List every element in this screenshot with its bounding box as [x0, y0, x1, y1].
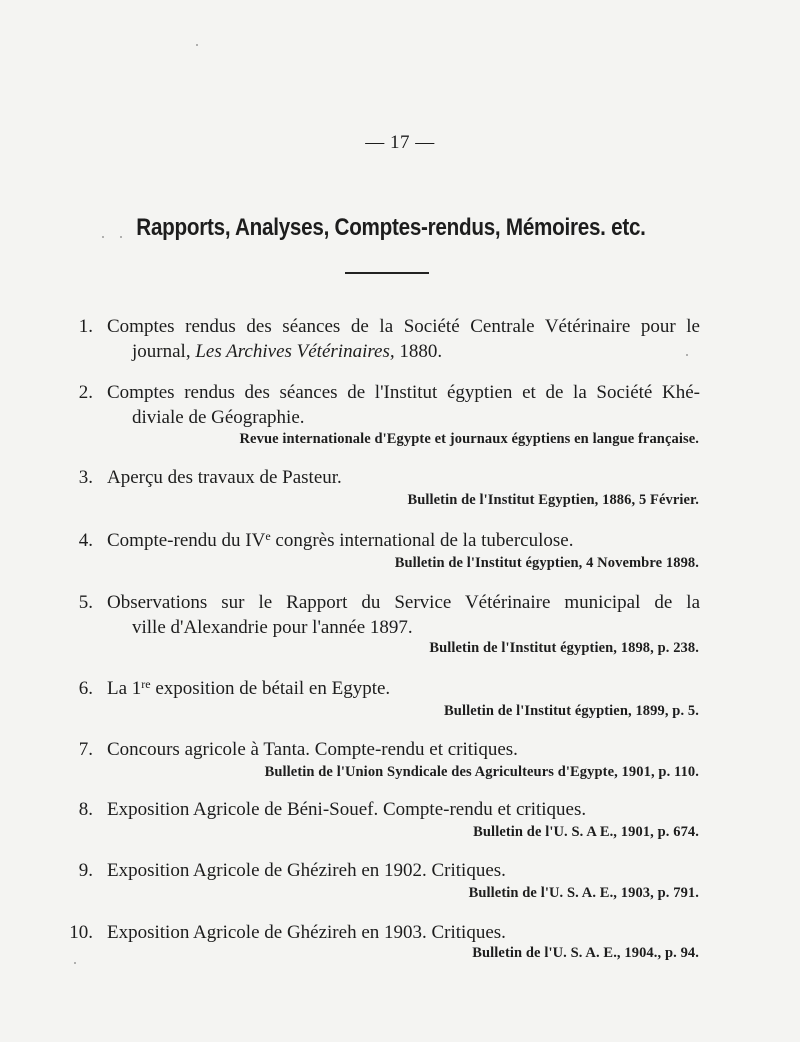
entry-title [107, 676, 700, 701]
entry-title-line: Aperçu des travaux de Pasteur. [107, 467, 342, 488]
scan-speck [196, 44, 198, 46]
entry-title-line: Comptes rendus des séances de l'Institut égyptien et de la Société Khé- [107, 382, 700, 403]
entry-source: Bulletin de l'U. S. A E., 1901, p. 674. [473, 824, 699, 840]
superscript: e [265, 529, 271, 543]
entry-title-line: Exposition Agricole de Ghézireh en 1902. Critiques. [107, 860, 506, 881]
entry-title-line: diviale de Géographie. [132, 407, 305, 428]
entry-title-line [107, 339, 700, 364]
entry-number: 4. [78, 530, 93, 551]
entry-title [107, 737, 700, 762]
entry-source: Bulletin de l'Institut égyptien, 1898, p. 238. [429, 640, 699, 656]
entry-number: 8. [78, 799, 93, 820]
entry-title-line: Concours agricole à Tanta. Compte-rendu et critiques. [107, 739, 518, 760]
entry-year: 1880. [399, 341, 443, 362]
entry-number: 6. [78, 678, 93, 699]
entry-title-text: journal, [132, 341, 191, 362]
entry-number: 9. [78, 860, 93, 881]
entry-source: Bulletin de l'Union Syndicale des Agriculteurs d'Egypte, 1901, p. 110. [264, 764, 699, 780]
journal-title: Les Archives Vétérinaires, [195, 341, 395, 362]
entry-number: 5. [78, 592, 93, 613]
entry-number: 3. [78, 467, 93, 488]
entry-number: 1. [78, 316, 93, 337]
entry-source: Bulletin de l'U. S. A. E., 1904., p. 94. [472, 945, 699, 961]
superscript: re [141, 677, 151, 691]
entry-source: Bulletin de l'U. S. A. E., 1903, p. 791. [468, 885, 699, 901]
entry-title [107, 920, 700, 945]
entry-title-text: congrès international de la tuberculose. [270, 530, 574, 551]
entry-title [107, 858, 700, 883]
entry-title [107, 528, 700, 553]
entry-title-text: exposition de bétail en Egypte. [150, 678, 391, 699]
scan-speck [74, 962, 76, 964]
entry-number: 2. [78, 382, 93, 403]
entry-title-line: Exposition Agricole de Béni-Souef. Compte-rendu et critiques. [107, 799, 587, 820]
entry-source: Bulletin de l'Institut Egyptien, 1886, 5 Février. [407, 492, 699, 508]
heading-rule [345, 272, 429, 274]
entry-source: Bulletin de l'Institut égyptien, 4 Novembre 1898. [394, 555, 699, 571]
entry-title [107, 380, 700, 430]
entry-title-line: ville d'Alexandrie pour l'année 1897. [132, 617, 413, 638]
scan-speck [102, 236, 104, 238]
entry-title-text: La 1 [107, 678, 142, 699]
scan-speck [120, 236, 122, 238]
entry-number: 7. [78, 739, 93, 760]
scan-speck [686, 354, 688, 356]
entry-title-text: Compte-rendu du IV [107, 530, 266, 551]
page-number: — 17 — [365, 132, 435, 153]
entry-number: 10. [69, 922, 93, 943]
entry-title [107, 314, 700, 364]
entry-title-line [107, 528, 700, 553]
entry-source: Revue internationale d'Egypte et journaux égyptiens en langue française. [239, 431, 699, 447]
entry-title [107, 465, 700, 490]
entry-title [107, 590, 700, 640]
page-heading: Rapports, Analyses, Comptes-rendus, Mémoires. etc. [136, 214, 646, 241]
entry-title-line [107, 676, 700, 701]
entry-title-line: Observations sur le Rapport du Service Vétérinaire municipal de la [107, 592, 700, 613]
entry-title [107, 797, 700, 822]
entry-title-line: Comptes rendus des séances de la Société Centrale Vétérinaire pour le [107, 316, 700, 337]
entry-source: Bulletin de l'Institut égyptien, 1899, p. 5. [444, 703, 699, 719]
entry-title-line: Exposition Agricole de Ghézireh en 1903. Critiques. [107, 922, 506, 943]
